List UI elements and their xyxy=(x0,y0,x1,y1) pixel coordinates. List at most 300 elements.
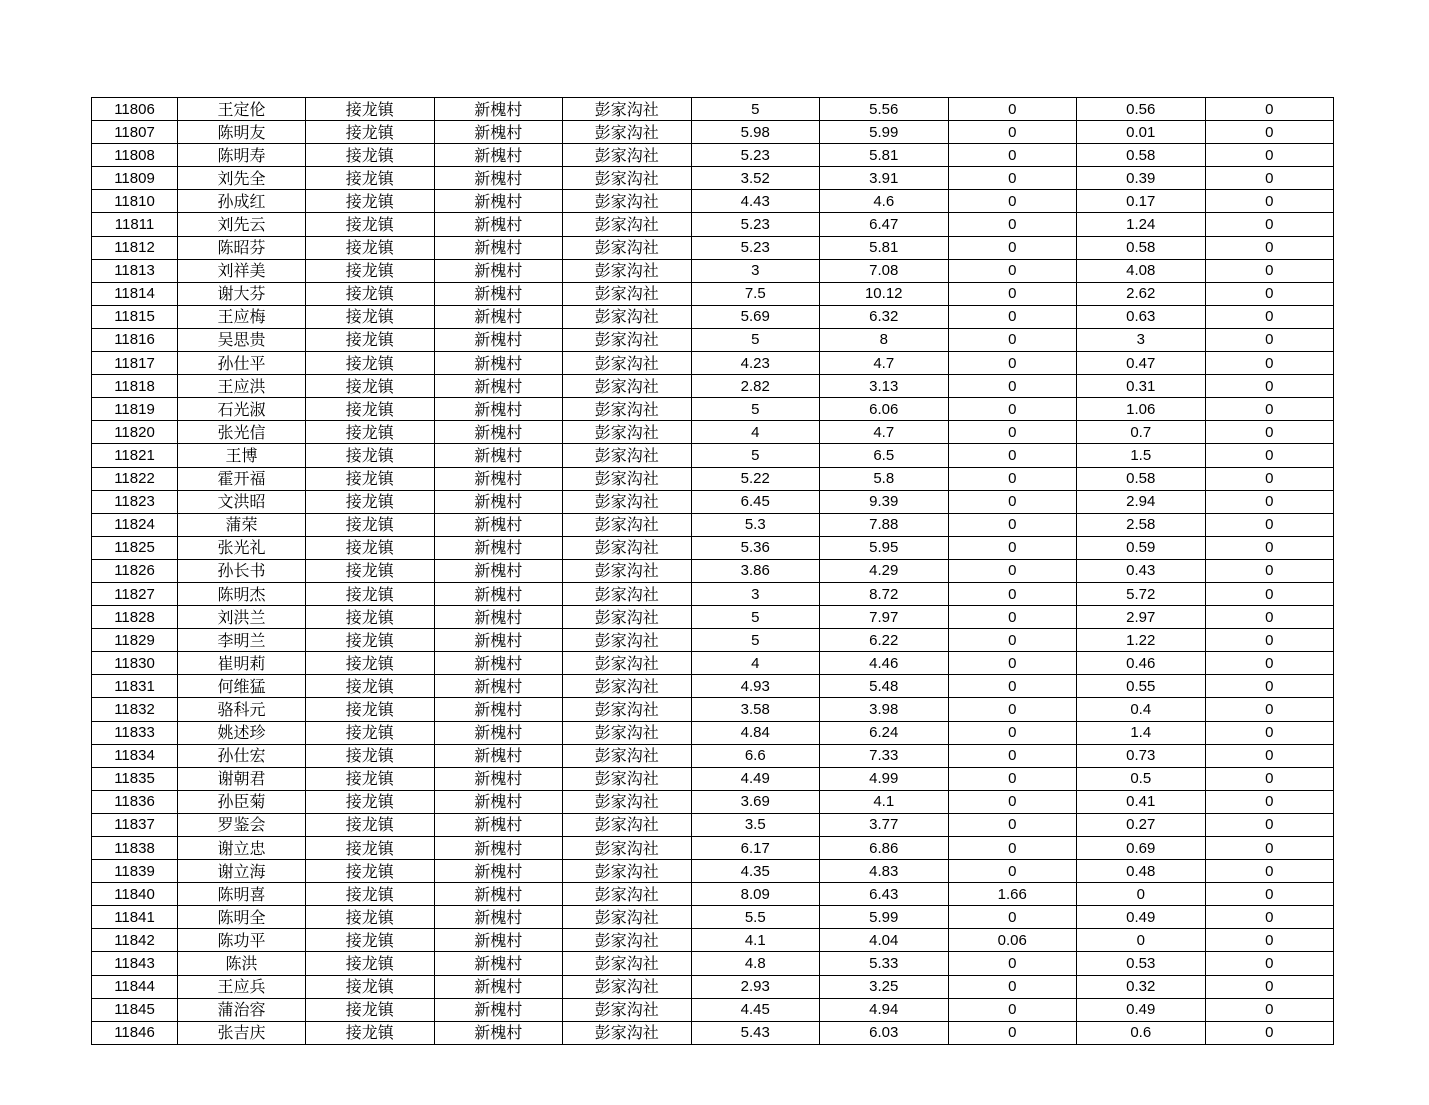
village-cell: 新槐村 xyxy=(434,259,563,282)
value-e-cell: 0 xyxy=(1205,98,1334,121)
town-cell: 接龙镇 xyxy=(306,121,435,144)
value-a-cell: 4.8 xyxy=(691,952,820,975)
group-cell: 彭家沟社 xyxy=(563,1021,692,1044)
name-cell: 姚述珍 xyxy=(178,721,306,744)
village-cell: 新槐村 xyxy=(434,698,563,721)
value-b-cell: 4.94 xyxy=(820,998,949,1021)
value-b-cell: 5.56 xyxy=(820,98,949,121)
group-cell: 彭家沟社 xyxy=(563,559,692,582)
group-cell: 彭家沟社 xyxy=(563,328,692,351)
value-a-cell: 5.43 xyxy=(691,1021,820,1044)
value-e-cell: 0 xyxy=(1205,860,1334,883)
value-a-cell: 5 xyxy=(691,629,820,652)
value-d-cell: 0.59 xyxy=(1077,536,1206,559)
table-row xyxy=(92,559,1334,582)
group-cell: 彭家沟社 xyxy=(563,721,692,744)
village-cell: 新槐村 xyxy=(434,282,563,305)
value-e-cell: 0 xyxy=(1205,236,1334,259)
village-cell: 新槐村 xyxy=(434,860,563,883)
value-d-cell: 1.5 xyxy=(1077,444,1206,467)
value-a-cell: 3.86 xyxy=(691,559,820,582)
group-cell: 彭家沟社 xyxy=(563,352,692,375)
value-a-cell: 6.6 xyxy=(691,744,820,767)
table-row xyxy=(92,352,1334,375)
value-b-cell: 3.98 xyxy=(820,698,949,721)
value-e-cell: 0 xyxy=(1205,352,1334,375)
group-cell: 彭家沟社 xyxy=(563,421,692,444)
value-c-cell: 0 xyxy=(948,444,1077,467)
town-cell: 接龙镇 xyxy=(306,698,435,721)
value-a-cell: 8.09 xyxy=(691,883,820,906)
value-e-cell: 0 xyxy=(1205,998,1334,1021)
table-row xyxy=(92,952,1334,975)
village-cell: 新槐村 xyxy=(434,536,563,559)
name-cell: 孙仕平 xyxy=(178,352,306,375)
group-cell: 彭家沟社 xyxy=(563,305,692,328)
record-id-cell: 11846 xyxy=(92,1021,178,1044)
value-b-cell: 8 xyxy=(820,328,949,351)
group-cell: 彭家沟社 xyxy=(563,375,692,398)
value-e-cell: 0 xyxy=(1205,744,1334,767)
group-cell: 彭家沟社 xyxy=(563,952,692,975)
village-cell: 新槐村 xyxy=(434,352,563,375)
value-c-cell: 0 xyxy=(948,582,1077,605)
village-cell: 新槐村 xyxy=(434,952,563,975)
value-d-cell: 0.5 xyxy=(1077,767,1206,790)
table-row xyxy=(92,190,1334,213)
record-id-cell: 11827 xyxy=(92,582,178,605)
village-cell: 新槐村 xyxy=(434,98,563,121)
value-c-cell: 0 xyxy=(948,121,1077,144)
town-cell: 接龙镇 xyxy=(306,606,435,629)
group-cell: 彭家沟社 xyxy=(563,259,692,282)
village-cell: 新槐村 xyxy=(434,998,563,1021)
name-cell: 刘先云 xyxy=(178,213,306,236)
value-c-cell: 0 xyxy=(948,305,1077,328)
group-cell: 彭家沟社 xyxy=(563,282,692,305)
value-d-cell: 0.31 xyxy=(1077,375,1206,398)
village-cell: 新槐村 xyxy=(434,328,563,351)
group-cell: 彭家沟社 xyxy=(563,837,692,860)
town-cell: 接龙镇 xyxy=(306,952,435,975)
value-a-cell: 4.84 xyxy=(691,721,820,744)
value-a-cell: 5.98 xyxy=(691,121,820,144)
name-cell: 石光淑 xyxy=(178,398,306,421)
record-id-cell: 11822 xyxy=(92,467,178,490)
value-e-cell: 0 xyxy=(1205,675,1334,698)
group-cell: 彭家沟社 xyxy=(563,582,692,605)
value-b-cell: 6.43 xyxy=(820,883,949,906)
table-row xyxy=(92,629,1334,652)
value-b-cell: 3.25 xyxy=(820,975,949,998)
value-a-cell: 4.45 xyxy=(691,998,820,1021)
value-b-cell: 6.06 xyxy=(820,398,949,421)
value-c-cell: 0 xyxy=(948,767,1077,790)
town-cell: 接龙镇 xyxy=(306,490,435,513)
value-d-cell: 5.72 xyxy=(1077,582,1206,605)
table-row xyxy=(92,1021,1334,1044)
table-row xyxy=(92,398,1334,421)
town-cell: 接龙镇 xyxy=(306,305,435,328)
village-cell: 新槐村 xyxy=(434,906,563,929)
value-e-cell: 0 xyxy=(1205,813,1334,836)
value-e-cell: 0 xyxy=(1205,398,1334,421)
name-cell: 吴思贵 xyxy=(178,328,306,351)
value-c-cell: 0 xyxy=(948,998,1077,1021)
value-d-cell: 0.49 xyxy=(1077,906,1206,929)
village-cell: 新槐村 xyxy=(434,744,563,767)
value-d-cell: 0.69 xyxy=(1077,837,1206,860)
value-c-cell: 0 xyxy=(948,906,1077,929)
town-cell: 接龙镇 xyxy=(306,236,435,259)
table-row xyxy=(92,467,1334,490)
value-c-cell: 0 xyxy=(948,144,1077,167)
group-cell: 彭家沟社 xyxy=(563,906,692,929)
record-id-cell: 11844 xyxy=(92,975,178,998)
name-cell: 霍开福 xyxy=(178,467,306,490)
town-cell: 接龙镇 xyxy=(306,998,435,1021)
village-cell: 新槐村 xyxy=(434,767,563,790)
town-cell: 接龙镇 xyxy=(306,559,435,582)
table-body xyxy=(92,98,1334,1045)
value-a-cell: 3.69 xyxy=(691,790,820,813)
group-cell: 彭家沟社 xyxy=(563,121,692,144)
value-d-cell: 0.56 xyxy=(1077,98,1206,121)
value-d-cell: 2.97 xyxy=(1077,606,1206,629)
value-b-cell: 6.32 xyxy=(820,305,949,328)
value-a-cell: 4.35 xyxy=(691,860,820,883)
group-cell: 彭家沟社 xyxy=(563,813,692,836)
name-cell: 骆科元 xyxy=(178,698,306,721)
value-a-cell: 5 xyxy=(691,606,820,629)
value-b-cell: 3.13 xyxy=(820,375,949,398)
name-cell: 王定伦 xyxy=(178,98,306,121)
value-b-cell: 4.1 xyxy=(820,790,949,813)
value-a-cell: 4.43 xyxy=(691,190,820,213)
table-row xyxy=(92,421,1334,444)
village-cell: 新槐村 xyxy=(434,490,563,513)
table-row xyxy=(92,860,1334,883)
value-c-cell: 0 xyxy=(948,375,1077,398)
value-c-cell: 0 xyxy=(948,98,1077,121)
record-id-cell: 11837 xyxy=(92,813,178,836)
value-a-cell: 4.49 xyxy=(691,767,820,790)
value-c-cell: 0 xyxy=(948,559,1077,582)
record-id-cell: 11825 xyxy=(92,536,178,559)
town-cell: 接龙镇 xyxy=(306,190,435,213)
value-e-cell: 0 xyxy=(1205,721,1334,744)
town-cell: 接龙镇 xyxy=(306,282,435,305)
group-cell: 彭家沟社 xyxy=(563,629,692,652)
table-row xyxy=(92,328,1334,351)
village-cell: 新槐村 xyxy=(434,837,563,860)
name-cell: 孙成红 xyxy=(178,190,306,213)
village-cell: 新槐村 xyxy=(434,582,563,605)
table-row xyxy=(92,167,1334,190)
record-id-cell: 11826 xyxy=(92,559,178,582)
value-d-cell: 0.7 xyxy=(1077,421,1206,444)
town-cell: 接龙镇 xyxy=(306,883,435,906)
value-b-cell: 4.7 xyxy=(820,352,949,375)
village-cell: 新槐村 xyxy=(434,236,563,259)
value-b-cell: 5.81 xyxy=(820,144,949,167)
value-c-cell: 0 xyxy=(948,467,1077,490)
value-c-cell: 0 xyxy=(948,606,1077,629)
group-cell: 彭家沟社 xyxy=(563,606,692,629)
value-d-cell: 0.27 xyxy=(1077,813,1206,836)
table-row xyxy=(92,282,1334,305)
value-d-cell: 0.6 xyxy=(1077,1021,1206,1044)
value-b-cell: 7.08 xyxy=(820,259,949,282)
group-cell: 彭家沟社 xyxy=(563,767,692,790)
town-cell: 接龙镇 xyxy=(306,929,435,952)
village-cell: 新槐村 xyxy=(434,213,563,236)
value-b-cell: 5.95 xyxy=(820,536,949,559)
value-d-cell: 0.48 xyxy=(1077,860,1206,883)
village-cell: 新槐村 xyxy=(434,167,563,190)
value-b-cell: 5.81 xyxy=(820,236,949,259)
name-cell: 王应兵 xyxy=(178,975,306,998)
name-cell: 刘先全 xyxy=(178,167,306,190)
value-e-cell: 0 xyxy=(1205,167,1334,190)
value-c-cell: 0 xyxy=(948,513,1077,536)
value-c-cell: 0 xyxy=(948,837,1077,860)
value-a-cell: 2.82 xyxy=(691,375,820,398)
value-b-cell: 4.83 xyxy=(820,860,949,883)
village-cell: 新槐村 xyxy=(434,629,563,652)
name-cell: 陈明杰 xyxy=(178,582,306,605)
table-row xyxy=(92,375,1334,398)
value-c-cell: 0 xyxy=(948,490,1077,513)
record-id-cell: 11828 xyxy=(92,606,178,629)
value-d-cell: 0.58 xyxy=(1077,236,1206,259)
value-d-cell: 3 xyxy=(1077,328,1206,351)
value-a-cell: 5.23 xyxy=(691,213,820,236)
value-e-cell: 0 xyxy=(1205,121,1334,144)
value-c-cell: 0 xyxy=(948,952,1077,975)
table-row xyxy=(92,698,1334,721)
group-cell: 彭家沟社 xyxy=(563,675,692,698)
value-d-cell: 0.43 xyxy=(1077,559,1206,582)
value-d-cell: 0.55 xyxy=(1077,675,1206,698)
group-cell: 彭家沟社 xyxy=(563,883,692,906)
value-b-cell: 5.99 xyxy=(820,121,949,144)
value-a-cell: 6.17 xyxy=(691,837,820,860)
town-cell: 接龙镇 xyxy=(306,144,435,167)
value-e-cell: 0 xyxy=(1205,536,1334,559)
name-cell: 罗鉴会 xyxy=(178,813,306,836)
value-b-cell: 7.97 xyxy=(820,606,949,629)
value-a-cell: 6.45 xyxy=(691,490,820,513)
value-d-cell: 0.63 xyxy=(1077,305,1206,328)
record-id-cell: 11823 xyxy=(92,490,178,513)
town-cell: 接龙镇 xyxy=(306,467,435,490)
record-id-cell: 11806 xyxy=(92,98,178,121)
value-e-cell: 0 xyxy=(1205,259,1334,282)
record-id-cell: 11824 xyxy=(92,513,178,536)
value-c-cell: 0 xyxy=(948,282,1077,305)
name-cell: 孙臣菊 xyxy=(178,790,306,813)
town-cell: 接龙镇 xyxy=(306,837,435,860)
value-e-cell: 0 xyxy=(1205,606,1334,629)
town-cell: 接龙镇 xyxy=(306,421,435,444)
value-d-cell: 0.4 xyxy=(1077,698,1206,721)
group-cell: 彭家沟社 xyxy=(563,236,692,259)
name-cell: 李明兰 xyxy=(178,629,306,652)
village-cell: 新槐村 xyxy=(434,652,563,675)
value-a-cell: 5 xyxy=(691,98,820,121)
record-id-cell: 11833 xyxy=(92,721,178,744)
value-e-cell: 0 xyxy=(1205,767,1334,790)
town-cell: 接龙镇 xyxy=(306,906,435,929)
value-c-cell: 0 xyxy=(948,213,1077,236)
record-id-cell: 11818 xyxy=(92,375,178,398)
record-id-cell: 11810 xyxy=(92,190,178,213)
name-cell: 陈明寿 xyxy=(178,144,306,167)
group-cell: 彭家沟社 xyxy=(563,144,692,167)
record-id-cell: 11809 xyxy=(92,167,178,190)
value-a-cell: 5 xyxy=(691,398,820,421)
value-e-cell: 0 xyxy=(1205,144,1334,167)
town-cell: 接龙镇 xyxy=(306,744,435,767)
village-cell: 新槐村 xyxy=(434,883,563,906)
record-id-cell: 11819 xyxy=(92,398,178,421)
value-a-cell: 4 xyxy=(691,421,820,444)
value-a-cell: 2.93 xyxy=(691,975,820,998)
value-d-cell: 2.62 xyxy=(1077,282,1206,305)
value-c-cell: 0.06 xyxy=(948,929,1077,952)
name-cell: 何维猛 xyxy=(178,675,306,698)
value-d-cell: 1.06 xyxy=(1077,398,1206,421)
group-cell: 彭家沟社 xyxy=(563,467,692,490)
village-cell: 新槐村 xyxy=(434,975,563,998)
name-cell: 谢立海 xyxy=(178,860,306,883)
name-cell: 陈昭芬 xyxy=(178,236,306,259)
record-id-cell: 11808 xyxy=(92,144,178,167)
value-d-cell: 2.58 xyxy=(1077,513,1206,536)
value-e-cell: 0 xyxy=(1205,883,1334,906)
town-cell: 接龙镇 xyxy=(306,398,435,421)
town-cell: 接龙镇 xyxy=(306,536,435,559)
value-b-cell: 4.7 xyxy=(820,421,949,444)
value-b-cell: 3.91 xyxy=(820,167,949,190)
value-b-cell: 3.77 xyxy=(820,813,949,836)
value-c-cell: 0 xyxy=(948,721,1077,744)
value-c-cell: 0 xyxy=(948,744,1077,767)
table-row xyxy=(92,744,1334,767)
value-a-cell: 3.5 xyxy=(691,813,820,836)
village-cell: 新槐村 xyxy=(434,790,563,813)
village-cell: 新槐村 xyxy=(434,444,563,467)
value-c-cell: 0 xyxy=(948,813,1077,836)
record-id-cell: 11843 xyxy=(92,952,178,975)
village-cell: 新槐村 xyxy=(434,421,563,444)
value-a-cell: 5.23 xyxy=(691,236,820,259)
group-cell: 彭家沟社 xyxy=(563,98,692,121)
value-b-cell: 4.99 xyxy=(820,767,949,790)
village-cell: 新槐村 xyxy=(434,513,563,536)
value-a-cell: 3 xyxy=(691,582,820,605)
value-e-cell: 0 xyxy=(1205,929,1334,952)
table-row xyxy=(92,883,1334,906)
value-a-cell: 5 xyxy=(691,328,820,351)
village-cell: 新槐村 xyxy=(434,929,563,952)
value-b-cell: 4.29 xyxy=(820,559,949,582)
record-id-cell: 11838 xyxy=(92,837,178,860)
value-e-cell: 0 xyxy=(1205,906,1334,929)
name-cell: 张吉庆 xyxy=(178,1021,306,1044)
record-id-cell: 11835 xyxy=(92,767,178,790)
value-d-cell: 1.24 xyxy=(1077,213,1206,236)
value-c-cell: 0 xyxy=(948,398,1077,421)
town-cell: 接龙镇 xyxy=(306,790,435,813)
record-id-cell: 11812 xyxy=(92,236,178,259)
village-cell: 新槐村 xyxy=(434,398,563,421)
value-b-cell: 7.88 xyxy=(820,513,949,536)
value-b-cell: 10.12 xyxy=(820,282,949,305)
value-d-cell: 4.08 xyxy=(1077,259,1206,282)
table-row xyxy=(92,906,1334,929)
table-row xyxy=(92,536,1334,559)
value-d-cell: 0.73 xyxy=(1077,744,1206,767)
village-cell: 新槐村 xyxy=(434,606,563,629)
value-a-cell: 5.3 xyxy=(691,513,820,536)
value-b-cell: 5.48 xyxy=(820,675,949,698)
group-cell: 彭家沟社 xyxy=(563,444,692,467)
table-row xyxy=(92,98,1334,121)
town-cell: 接龙镇 xyxy=(306,721,435,744)
value-e-cell: 0 xyxy=(1205,421,1334,444)
value-b-cell: 5.99 xyxy=(820,906,949,929)
value-b-cell: 6.03 xyxy=(820,1021,949,1044)
record-id-cell: 11836 xyxy=(92,790,178,813)
value-e-cell: 0 xyxy=(1205,559,1334,582)
table-row xyxy=(92,259,1334,282)
value-e-cell: 0 xyxy=(1205,328,1334,351)
town-cell: 接龙镇 xyxy=(306,767,435,790)
village-cell: 新槐村 xyxy=(434,190,563,213)
table-row xyxy=(92,490,1334,513)
value-d-cell: 0.01 xyxy=(1077,121,1206,144)
town-cell: 接龙镇 xyxy=(306,675,435,698)
value-c-cell: 0 xyxy=(948,860,1077,883)
group-cell: 彭家沟社 xyxy=(563,652,692,675)
value-b-cell: 5.33 xyxy=(820,952,949,975)
value-e-cell: 0 xyxy=(1205,629,1334,652)
value-e-cell: 0 xyxy=(1205,582,1334,605)
value-c-cell: 1.66 xyxy=(948,883,1077,906)
value-a-cell: 5.36 xyxy=(691,536,820,559)
value-b-cell: 9.39 xyxy=(820,490,949,513)
value-a-cell: 5 xyxy=(691,444,820,467)
value-a-cell: 5.22 xyxy=(691,467,820,490)
town-cell: 接龙镇 xyxy=(306,444,435,467)
value-b-cell: 6.22 xyxy=(820,629,949,652)
town-cell: 接龙镇 xyxy=(306,975,435,998)
record-id-cell: 11830 xyxy=(92,652,178,675)
value-d-cell: 0.58 xyxy=(1077,467,1206,490)
town-cell: 接龙镇 xyxy=(306,652,435,675)
value-d-cell: 1.22 xyxy=(1077,629,1206,652)
record-id-cell: 11834 xyxy=(92,744,178,767)
village-cell: 新槐村 xyxy=(434,559,563,582)
table-row xyxy=(92,144,1334,167)
group-cell: 彭家沟社 xyxy=(563,513,692,536)
name-cell: 谢立忠 xyxy=(178,837,306,860)
table-row xyxy=(92,837,1334,860)
value-a-cell: 3 xyxy=(691,259,820,282)
table-row xyxy=(92,606,1334,629)
